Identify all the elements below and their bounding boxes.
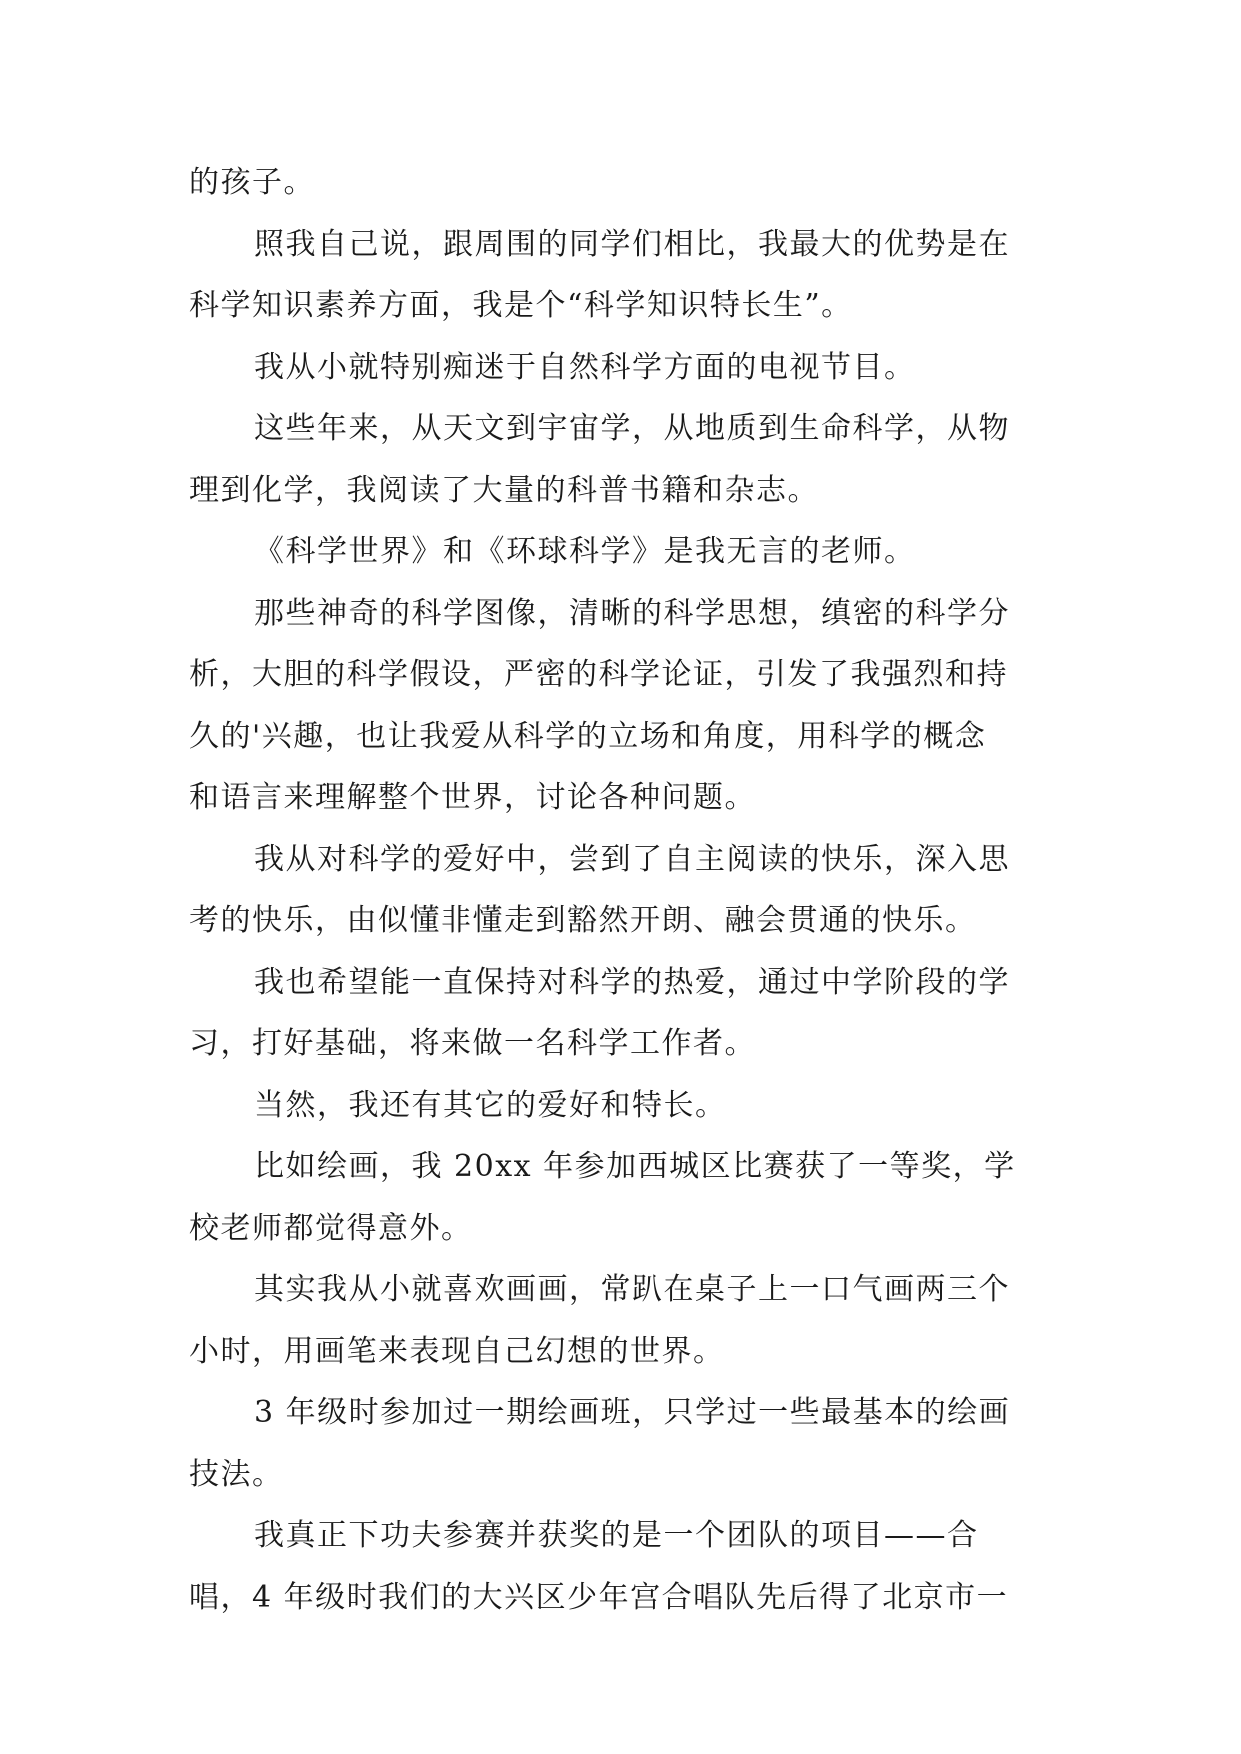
text-line: 我也希望能一直保持对科学的热爱，通过中学阶段的学 [254, 964, 1010, 1000]
paragraph [189, 1505, 1051, 1628]
paragraph [189, 337, 1051, 399]
text-line: 析，大胆的科学假设，严密的科学论证，引发了我强烈和持 [189, 657, 1008, 692]
text-line: 科学知识素养方面，我是个“科学知识特长生”。 [189, 288, 853, 323]
text-line: 技法。 [189, 1456, 284, 1492]
text-line: 校老师都觉得意外。 [189, 1210, 473, 1246]
text-line: 理到化学，我阅读了大量的科普书籍和杂志。 [189, 472, 819, 508]
text-line: 3 年级时参加过一期绘画班，只学过一些最基本的绘画 [254, 1395, 1011, 1430]
paragraph [189, 952, 1051, 1075]
paragraph [189, 1382, 1051, 1505]
text-line: 照我自己说，跟周围的同学们相比，我最大的优势是在 [254, 226, 1010, 262]
text-line: 这些年来，从天文到宇宙学，从地质到生命科学，从物 [254, 411, 1010, 446]
paragraph [189, 398, 1051, 521]
paragraph [189, 521, 1051, 583]
text-line: 我真正下功夫参赛并获奖的是一个团队的项目——合 [254, 1518, 979, 1553]
paragraph [189, 583, 1051, 829]
text-line: 其实我从小就喜欢画画，常趴在桌子上一口气画两三个 [254, 1272, 1010, 1307]
text-line: 当然，我还有其它的爱好和特长。 [254, 1087, 727, 1123]
text-line: 《科学世界》和《环球科学》是我无言的老师。 [254, 534, 916, 569]
paragraph [189, 152, 1051, 214]
paragraph [189, 1136, 1051, 1259]
text-line: 我从小就特别痴迷于自然科学方面的电视节目。 [254, 349, 916, 385]
text-line: 那些神奇的科学图像，清晰的科学思想，缜密的科学分 [254, 595, 1010, 631]
text-line: 我从对科学的爱好中，尝到了自主阅读的快乐，深入思 [254, 841, 1010, 877]
text-line: 小时，用画笔来表现自己幻想的世界。 [189, 1333, 725, 1369]
paragraph [189, 1075, 1051, 1137]
text-line: 比如绘画，我 20xx 年参加西城区比赛获了一等奖，学 [254, 1149, 1016, 1184]
text-line: 考的快乐，由似懂非懂走到豁然开朗、融会贯通的快乐。 [189, 903, 977, 938]
text-line: 的孩子。 [189, 165, 315, 200]
text-line: 和语言来理解整个世界，讨论各种问题。 [189, 780, 756, 815]
paragraph [189, 1259, 1051, 1382]
paragraph [189, 829, 1051, 952]
paragraph [189, 214, 1051, 337]
body-text [189, 152, 1051, 1628]
text-line: 习，打好基础，将来做一名科学工作者。 [189, 1026, 756, 1061]
text-line: 久的'兴趣，也让我爱从科学的立场和角度，用科学的概念 [189, 718, 987, 754]
text-line: 唱，4 年级时我们的大兴区少年宫合唱队先后得了北京市一 [189, 1579, 1009, 1615]
